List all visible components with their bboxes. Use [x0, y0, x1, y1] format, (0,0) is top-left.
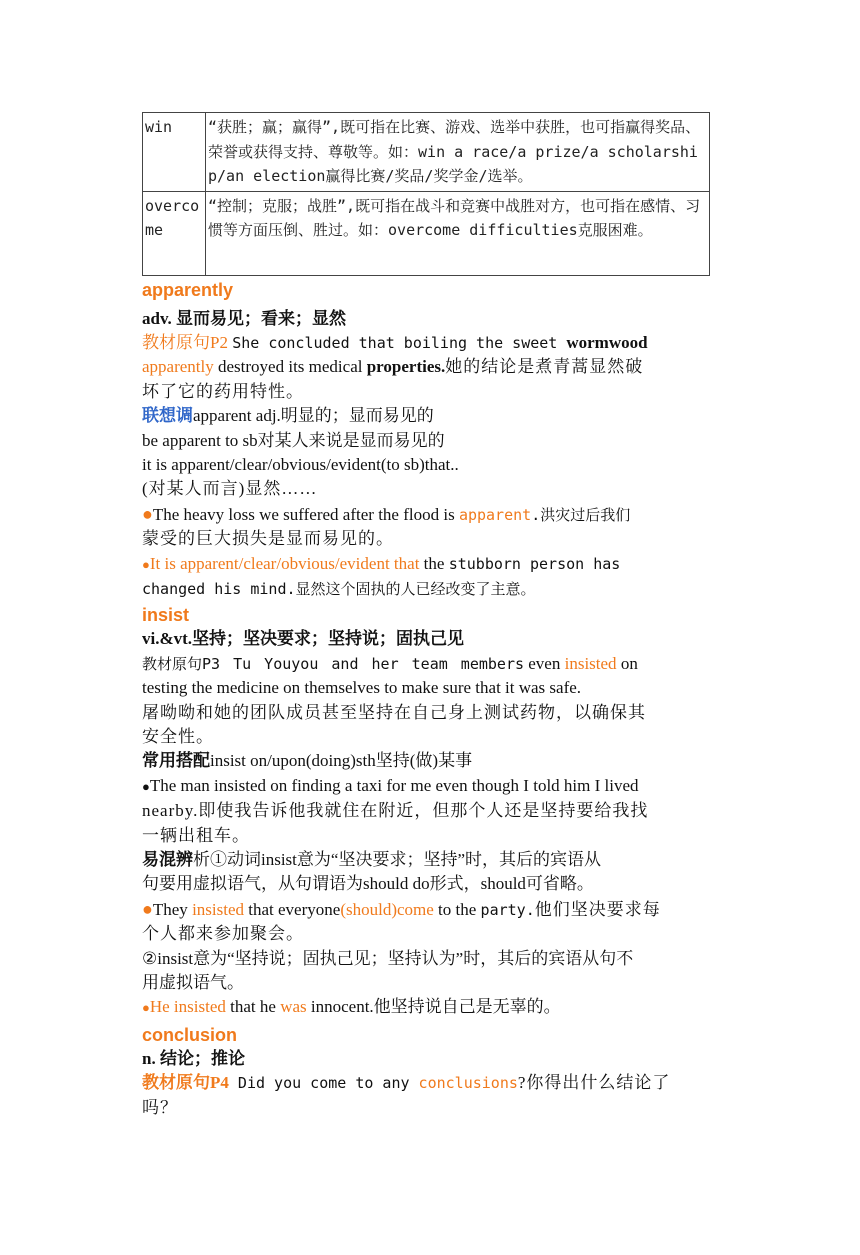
sentence-text: destroyed its medical [213, 357, 367, 377]
keyword: insisted [564, 653, 617, 673]
part-of-speech: vi.&vt.坚持；坚决要求；坚持说；固执己见 [142, 629, 465, 649]
textbook-label: 教材原句P2 [142, 332, 228, 352]
entry-heading-conclusion: conclusion [142, 1024, 238, 1045]
example-text: that everyone [244, 899, 341, 919]
textbook-sentence [142, 652, 714, 676]
association-line: be apparent to sb对某人来说是显而易见的 [142, 430, 445, 450]
textbook-sentence-cont [142, 355, 714, 379]
example-sentence [142, 502, 714, 527]
sentence-text: 教材原句P3 Tu Youyou and her team members [142, 654, 525, 673]
sentence-text: She concluded that boiling the sweet [232, 333, 567, 352]
keyword: It is apparent/clear/obvious/evident that [149, 553, 420, 573]
sentence-text: on [616, 653, 638, 673]
vocab-comparison-table [142, 112, 710, 276]
entry-heading-insist: insist [142, 605, 190, 626]
translation-line: 个人都来参加聚会。 [142, 924, 304, 944]
translation-line: 一辆出租车。 [142, 825, 250, 845]
confusion-note-cont: 句要用虚拟语气，从句谓语为should do形式，should可省略。 [142, 874, 594, 894]
example-text: to the [433, 899, 481, 919]
part-of-speech: n. 结论；推论 [142, 1048, 245, 1068]
keyword: (should)come [340, 899, 434, 919]
translation: .洪灾过后我们 [531, 505, 631, 524]
translation: 她的结论是煮青蒿显然破 [445, 357, 644, 377]
association-line: (对某人而言)显然…… [142, 479, 318, 499]
keyword: He insisted [149, 997, 226, 1017]
table-cell-word: overcome [143, 191, 206, 275]
translation: 他们坚决要求每 [534, 899, 661, 919]
translation-line: 坏了它的药用特性。 [142, 381, 304, 401]
translation: ?你得出什么结论了 [517, 1073, 671, 1093]
keyword: conclusions [418, 1074, 518, 1093]
example-text: that he [225, 997, 281, 1017]
example-sentence-cont: nearby.即使我告诉他我就住在附近，但那个人还是坚持要给我找 [142, 801, 649, 821]
example-sentence-cont: changed his mind.显然这个固执的人已经改变了主意。 [142, 579, 536, 598]
keyword: apparently [142, 357, 214, 377]
table-cell-definition: “控制；克服；战胜”,既可指在战斗和竞赛中战胜对方，也可指在感情、习惯等方面压倒、胜过。如：overcome difficulties克服困难。 [206, 191, 710, 275]
bullet-icon: ● [142, 778, 150, 794]
association-line [142, 404, 714, 428]
document-page [142, 112, 714, 1120]
example-text: They [152, 899, 193, 919]
example-text: stubborn person has [448, 554, 621, 573]
bold-term: properties. [366, 357, 446, 377]
textbook-sentence [142, 1071, 714, 1095]
example-sentence [142, 774, 714, 799]
sentence-text: even [524, 653, 565, 673]
example-sentence [142, 552, 714, 577]
association-line: it is apparent/clear/obvious/evident(to sb)that.. [142, 454, 459, 474]
table-cell-word: win [143, 113, 206, 192]
keyword: insisted [192, 899, 245, 919]
table-cell-definition: “获胜；赢；赢得”,既可指在比赛、游戏、选举中获胜，也可指赢得奖品、荣誉或获得支持、尊敬等。如：win a race/a prize/a scholarship/an election赢得比赛/奖品/奖学金/选举。 [206, 113, 710, 192]
confusion-label: 易混辨 [142, 850, 193, 870]
example-sentence [142, 995, 714, 1020]
translation-line: 安全性。 [142, 727, 214, 746]
collocation-label: 常用搭配 [142, 751, 210, 771]
confusion-note-cont: 用虚拟语气。 [142, 973, 244, 993]
example-text: the [419, 553, 449, 573]
translation-line: 蒙受的巨大损失是显而易见的。 [142, 529, 394, 549]
example-text: party. [480, 900, 535, 919]
bold-term: wormwood [566, 332, 648, 352]
textbook-sentence-cont: testing the medicine on themselves to make sure that it was safe. [142, 678, 582, 698]
confusion-note [142, 848, 714, 872]
example-text: innocent.他坚持说自己是无辜的。 [306, 997, 561, 1017]
translation-line: 吗？ [142, 1097, 178, 1117]
textbook-label: 教材原句P4 [142, 1073, 229, 1093]
bullet-icon: ● [142, 1000, 150, 1016]
translation-line: 屠呦呦和她的团队成员甚至坚持在自己身上测试药物，以确保其 [142, 702, 646, 722]
confusion-text: 析①动词insist意为“坚决要求；坚持”时，其后的宾语从 [193, 850, 601, 870]
entry-heading-apparently: apparently [142, 279, 234, 300]
collocation-line [142, 749, 714, 773]
textbook-sentence [142, 331, 714, 355]
keyword: apparent [458, 505, 532, 524]
table-row [143, 113, 710, 192]
keyword: was [280, 997, 307, 1017]
sentence-text: Did you come to any [228, 1074, 419, 1093]
table-row [143, 191, 710, 275]
bullet-icon: ● [142, 556, 150, 572]
example-text: The man insisted on finding a taxi for me even though I told him I lived [149, 775, 639, 795]
collocation-text: insist on/upon(doing)sth坚持(做)某事 [210, 751, 473, 771]
example-sentence [142, 897, 714, 922]
association-label: 联想调 [142, 406, 193, 426]
bullet-icon: ● [142, 898, 153, 919]
confusion-note: ②insist意为“坚持说；固执己见；坚持认为”时，其后的宾语从句不 [142, 948, 634, 968]
example-text: The heavy loss we suffered after the flood is [152, 504, 459, 524]
association-text: apparent adj.明显的；显而易见的 [193, 406, 434, 426]
bullet-icon: ● [142, 503, 153, 524]
part-of-speech: adv. 显而易见；看来；显然 [142, 308, 347, 328]
